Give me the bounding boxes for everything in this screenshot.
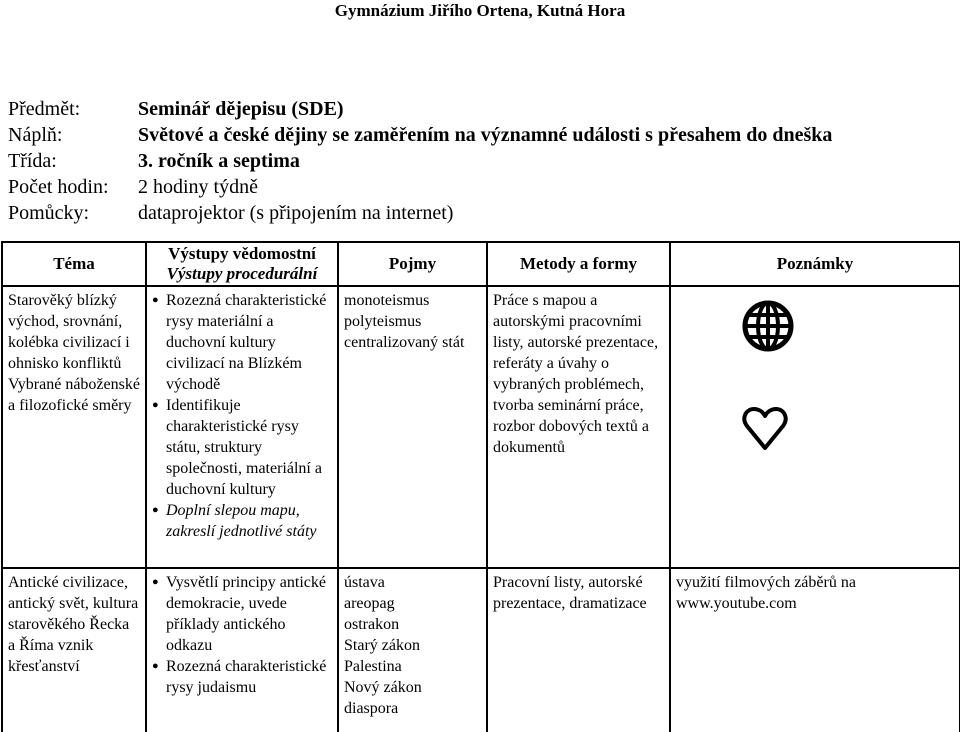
header-vystupy-vedomostni: Výstupy vědomostní xyxy=(168,244,316,263)
curriculum-table xyxy=(1,241,960,732)
outcome-item xyxy=(152,572,332,656)
cell-tema: Starověký blízký východ, srovnání, kolébka civilizací i ohnisko konfliktů Vybrané náboženské a filozofické směry xyxy=(2,286,146,568)
outcome-text: Rozezná charakteristické rysy materiální a duchovní kultury civilizací na Blízkém východě xyxy=(166,292,327,393)
cell-pojmy xyxy=(338,568,487,732)
cell-vystupy xyxy=(146,568,338,732)
outcome-text: Rozezná charakteristické rysy judaismu xyxy=(166,658,327,696)
outcome-item xyxy=(152,500,332,542)
cell-tema: Antické civilizace, antický svět, kultura starověkého Řecka a Říma vznik křesťanství xyxy=(2,568,146,732)
methods-text: Práce s mapou a autorskými pracovními listy, autorské prezentace, referáty a úvahy o vybraných problémech, tvorba seminární práce, rozbor dobových textů a dokumentů xyxy=(493,292,659,456)
term: Palestina xyxy=(344,658,402,675)
cell-metody: Pracovní listy, autorské prezentace, dramatizace xyxy=(487,568,670,732)
bullet-icon: ● xyxy=(152,294,159,306)
meta-row-tools xyxy=(8,200,832,226)
cell-vystupy xyxy=(146,286,338,568)
bullet-icon: ● xyxy=(152,660,159,672)
bullet-icon: ● xyxy=(152,504,159,516)
course-info xyxy=(8,96,832,226)
meta-key: Náplň: xyxy=(8,124,63,146)
outcome-text: Vysvětlí principy antické demokracie, uvede příklady antického odkazu xyxy=(166,574,326,654)
term: Nový zákon xyxy=(344,679,422,696)
term: ústava xyxy=(344,574,385,591)
header-vystupy xyxy=(146,242,338,286)
notes-icons xyxy=(676,290,954,470)
bullet-icon: ● xyxy=(152,399,159,411)
term: monoteismus xyxy=(344,292,430,309)
term: ostrakon xyxy=(344,616,400,633)
meta-value: Seminář dějepisu (SDE) xyxy=(138,98,344,120)
cell-poznamky: využití filmových záběrů na www.youtube.com xyxy=(670,568,960,732)
meta-row-subject xyxy=(8,96,832,122)
meta-row-hours xyxy=(8,174,832,200)
meta-value: 3. ročník a septima xyxy=(138,150,300,172)
cell-metody xyxy=(487,286,670,568)
outcome-text: Doplní slepou mapu, zakreslí jednotlivé státy xyxy=(166,502,317,540)
meta-key: Počet hodin: xyxy=(8,176,109,198)
term: polyteismus xyxy=(344,313,422,330)
outcome-item xyxy=(152,290,332,395)
table-row xyxy=(2,568,960,732)
outcome-text: Identifikuje charakteristické rysy státu, struktury společnosti, materiální a duchovní kultury xyxy=(166,397,322,498)
meta-value: Světové a české dějiny se zaměřením na významné události s přesahem do dneška xyxy=(138,124,833,146)
cell-pojmy xyxy=(338,286,487,568)
cell-poznamky xyxy=(670,286,960,568)
outcome-item xyxy=(152,395,332,500)
header-tema: Téma xyxy=(2,242,146,286)
globe-icon xyxy=(742,300,794,352)
header-poznamky: Poznámky xyxy=(670,242,960,286)
term: Starý zákon xyxy=(344,637,420,654)
meta-key: Třída: xyxy=(8,150,57,172)
outcome-item xyxy=(152,656,332,698)
table-row xyxy=(2,286,960,568)
heart-icon xyxy=(742,406,788,452)
meta-value: dataprojektor (s připojením na internet) xyxy=(138,202,454,224)
meta-row-class xyxy=(8,148,832,174)
header-vystupy-proceduralni: Výstupy procedurální xyxy=(166,264,318,283)
table-header-row xyxy=(2,242,960,286)
meta-key: Předmět: xyxy=(8,98,81,120)
meta-row-content xyxy=(8,122,832,148)
term: areopag xyxy=(344,595,395,612)
header-pojmy: Pojmy xyxy=(338,242,487,286)
meta-key: Pomůcky: xyxy=(8,202,90,224)
term: diaspora xyxy=(344,700,399,717)
term: centralizovaný stát xyxy=(344,334,465,351)
bullet-icon: ● xyxy=(152,576,159,588)
header-metody: Metody a formy xyxy=(487,242,670,286)
meta-value: 2 hodiny týdně xyxy=(138,176,258,198)
school-name: Gymnázium Jiřího Ortena, Kutná Hora xyxy=(334,1,626,20)
